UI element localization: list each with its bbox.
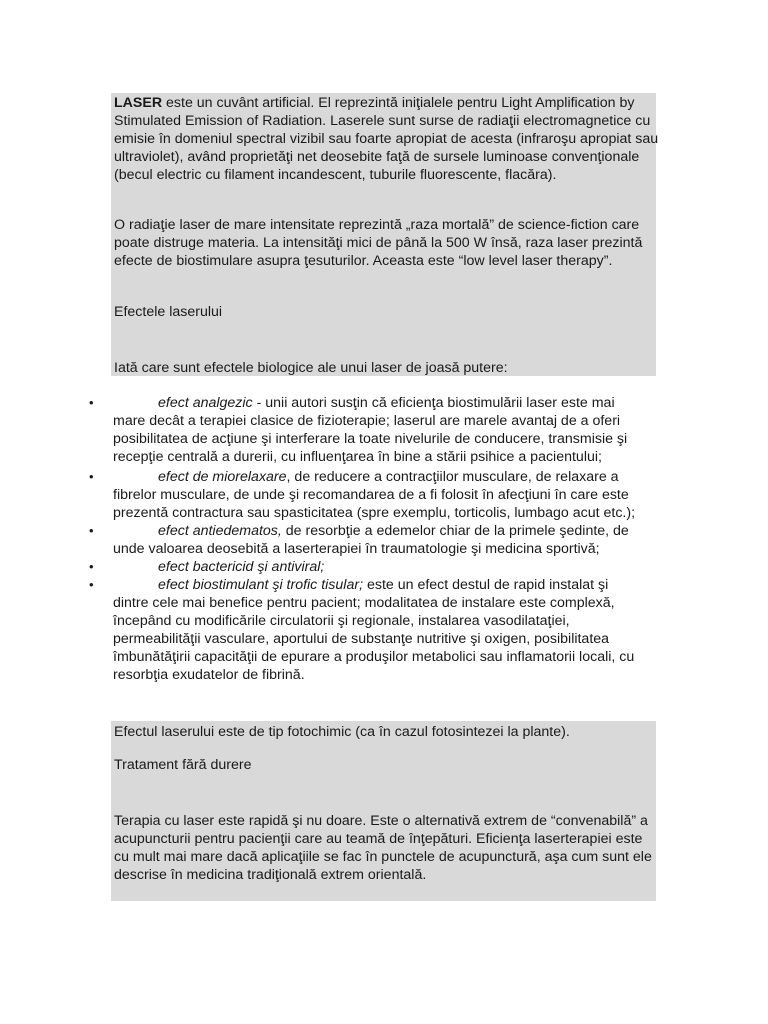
list-item	[0, 468, 643, 522]
list-item	[0, 558, 643, 576]
intro-paragraph	[114, 94, 659, 184]
bullet-dot: •	[89, 559, 94, 574]
bullet-dot: •	[89, 395, 94, 410]
photochemical-paragraph: Efectul laserului este de tip fotochimic (ca în cazul fotosintezei la plante).	[114, 724, 570, 740]
effect-name: efect antiedematos,	[158, 523, 282, 539]
effect-text: de resorbţie a edemelor chiar de la primele şedinte, de unde valoarea deosebită a laserterapiei în traumatologie şi medicina sportivă;	[113, 523, 629, 557]
bullet-dot: •	[89, 577, 94, 592]
therapy-paragraph: Terapia cu laser este rapidă şi nu doare. Este o alternativă extrem de “convenabilă” a acupuncturii pentru pacienţii care au teamă de înţepături. Eficienţa laserterapiei este cu mult mai mare dacă aplicaţiile se fac în punctele de acupunctură, aşa cum sunt ele descrise în medicina tradiţională extrem orientală.	[114, 813, 652, 883]
heading-efectele: Efectele laserului	[114, 304, 223, 320]
effect-name: efect biostimulant şi trofic tisular;	[158, 577, 364, 593]
bullet-dot: •	[89, 523, 94, 538]
effect-text: , de reducere a contracţiilor musculare, de relaxare a fibrelor musculare, de unde şi recomandarea de a fi folosit în afecţiuni în care este prezentă contractura sau spasticitatea (spre exemplu, torticolis, lumbago acut etc.);	[113, 469, 636, 521]
effect-name: efect bactericid şi antiviral;	[158, 559, 325, 575]
intro-text: este un cuvânt artificial. El reprezintă iniţialele pentru Light Amplification by Stimulated Emission of Radiation. Laserele sunt surse de radiaţii electromagnetice cu emisie în domeniul spectral vizibil sau foarte apropiat de acesta (infraroşu apropiat sau ultraviolet), având proprietăţi net deosebite faţă de sursele luminoase convenţionale (becul electric cu filament incandescent, tuburile fluorescente, flacăra).	[114, 95, 659, 183]
list-item	[0, 522, 643, 558]
list-item	[0, 394, 643, 466]
effects-intro-paragraph: Iată care sunt efectele biologice ale unui laser de joasă putere:	[114, 360, 508, 376]
effects-list	[0, 394, 768, 684]
effect-text: - unii autori susţin că eficienţa biostimulării laser este mai mare decât a terapiei clasice de fizioterapie; laserul are marele avantaj de a oferi posibilitatea de acţiune şi interferare la toate nivelurile de conducere, transmisie şi recepţie centrală a durerii, cu influenţarea în bine a stării psihice a pacientului;	[113, 395, 628, 465]
effect-text: este un efect destul de rapid instalat şi dintre cele mai benefice pentru pacient; modalitatea de instalare este complexă, începând cu modificările circulatorii şi regionale, instalarea vasodilataţiei, permeabilităţii vasculare, aportului de substanţe nutritive şi oxigen, posibilitatea îmbunătăţirii capacităţii de epurare a produşilor metabolici sau inflamatorii locali, cu resorbţia exudatelor de fibrină.	[113, 577, 635, 683]
bullet-dot: •	[89, 469, 94, 484]
list-item	[0, 576, 643, 684]
effect-name: efect analgezic	[158, 395, 253, 411]
effect-name: efect de miorelaxare	[158, 469, 287, 485]
intro-bold-word: LASER	[114, 95, 163, 111]
heading-tratament: Tratament fără durere	[114, 757, 252, 773]
laser-intensity-paragraph: O radiaţie laser de mare intensitate reprezintă „raza mortală” de science-fiction care poate distruge materia. La intensităţi mici de până la 500 W însă, raza laser prezintă efecte de biostimulare asupra ţesuturilor. Aceasta este “low level laser therapy”.	[114, 217, 643, 269]
